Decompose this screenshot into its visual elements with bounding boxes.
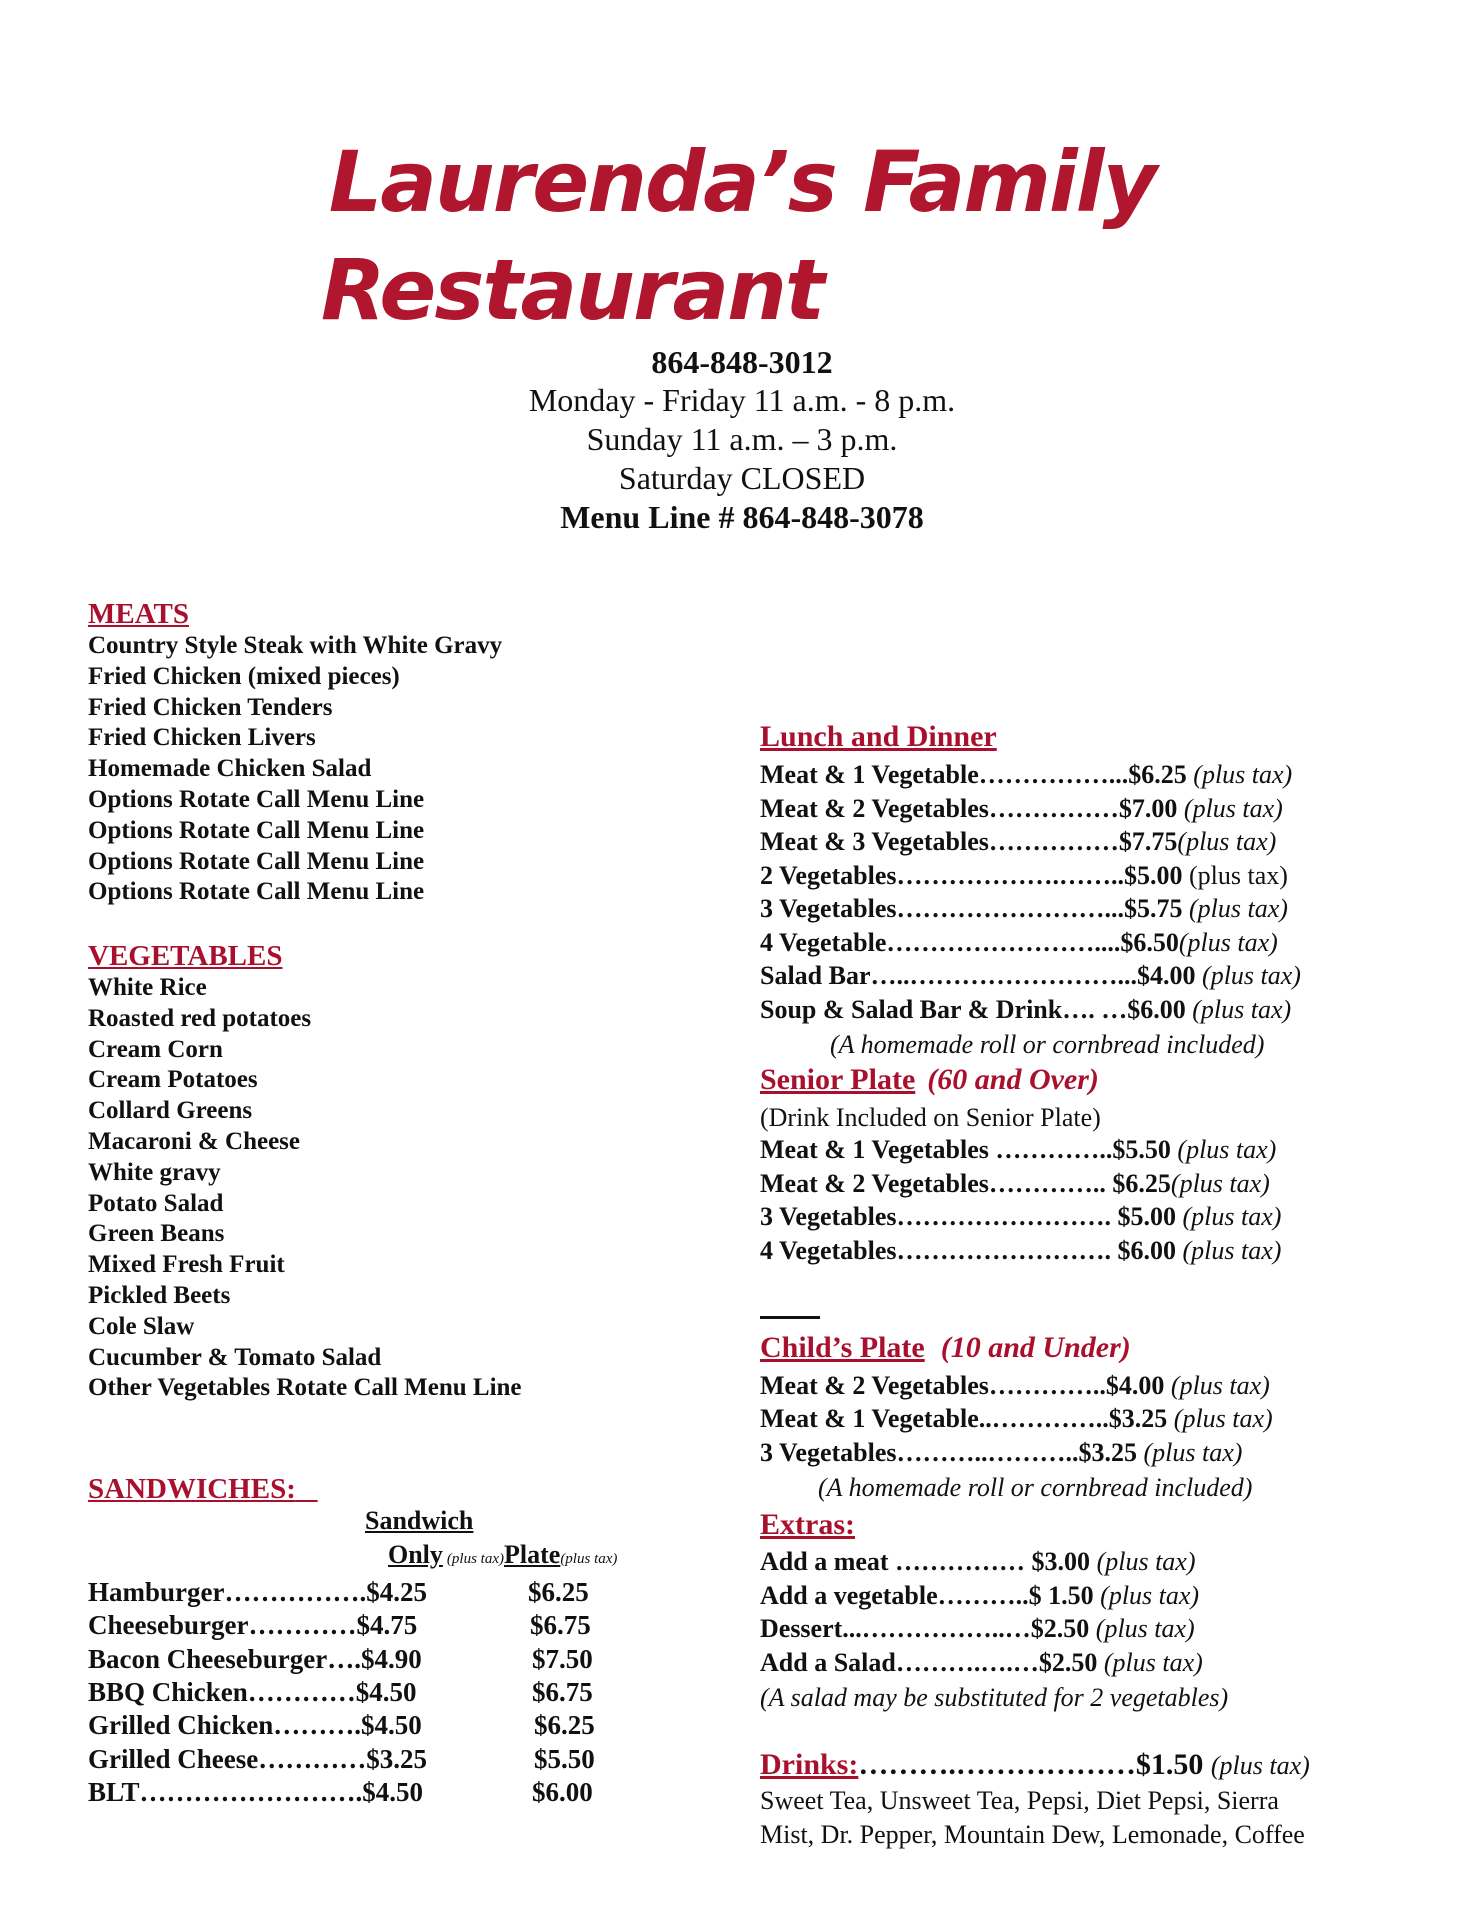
item-price: 4 Vegetables……………………. $6.00 [760,1236,1176,1265]
list-item [760,1549,1195,1575]
list-item: Mixed Fresh Fruit [88,1251,285,1279]
plate-column-header: Plate [504,1540,561,1569]
roll-cornbread-note: (A homemade roll or cornbread included) [830,1030,1265,1059]
sandwich-item: Bacon Cheeseburger….$4.90 [88,1644,422,1674]
plus-tax: (plus tax) [1096,1547,1196,1576]
sandwich-item: Hamburger…………….$4.25 [88,1577,427,1607]
plus-tax: (plus tax) [1100,1581,1200,1610]
table-row [88,1610,648,1643]
list-item: Pickled Beets [88,1281,231,1309]
list-item [760,1616,1195,1642]
item-price: Meat & 1 Vegetable..…………..$3.25 [760,1404,1168,1433]
item-price: Meat & 2 Vegetables…………..$4.00 [760,1371,1165,1400]
plus-tax: (plus tax) [1183,794,1283,823]
item-price: Salad Bar…..……………………...$4.00 [760,961,1196,990]
list-item: Fried Chicken (mixed pieces) [88,662,400,690]
plus-tax: (plus tax) [1178,928,1278,957]
plus-tax: (plus tax) [1192,995,1292,1024]
list-item: Collard Greens [88,1097,253,1125]
list-item [760,1137,1276,1163]
item-price: Dessert...……………..…$2.50 [760,1614,1090,1643]
plus-tax: (plus tax) [1170,1169,1270,1198]
restaurant-name-line2: Restaurant [320,241,824,339]
table-row [88,1677,648,1710]
list-item: White Rice [88,974,207,1001]
list-item: Country Style Steak with White Gravy [88,632,503,659]
price-column-headers [388,1540,617,1570]
list-item [760,1171,1270,1197]
sandwich-item: Grilled Cheese…………$3.25 [88,1744,427,1774]
plus-tax: (plus tax) [1173,1404,1273,1433]
list-item [760,863,1288,889]
item-price: Meat & 2 Vegetables……………$7.00 [760,794,1178,823]
extras-heading: Extras: [760,1508,855,1541]
drinks-price-line [760,1748,1310,1782]
plus-tax: (plus tax) [1189,894,1288,923]
list-item: Options Rotate Call Menu Line [88,878,425,906]
item-price: 4 Vegetable……………………....$6.50 [760,928,1179,957]
sandwich-item: Grilled Chicken……….$4.50 [88,1710,422,1740]
list-item: Green Beans [88,1220,225,1248]
list-item: Homemade Chicken Salad [88,755,372,783]
senior-drink-note: (Drink Included on Senior Plate) [760,1103,1101,1132]
item-price: Meat & 1 Vegetable……………...$6.25 [760,760,1187,789]
menu-line-number: Menu Line # 864-848-3078 [560,499,924,535]
sandwich-item: Cheeseburger…………$4.75 [88,1610,418,1640]
plate-price: $5.50 [534,1744,595,1774]
drinks-price: ……….………………$1.50 [858,1748,1204,1781]
sandwich-item: BBQ Chicken…………$4.50 [88,1677,417,1707]
plate-price: $6.75 [532,1677,593,1707]
hours-sunday: Sunday 11 a.m. – 3 p.m. [586,421,898,457]
plus-tax: (plus tax) [1170,1371,1270,1400]
drinks-list-line2: Mist, Dr. Pepper, Mountain Dew, Lemonade, Coffee [760,1820,1305,1849]
item-price: Soup & Salad Bar & Drink…. …$6.00 [760,995,1186,1024]
list-item: Potato Salad [88,1189,224,1217]
plus-tax: (plus tax) [1103,1648,1203,1677]
list-item [760,930,1278,956]
list-item [760,997,1291,1023]
plus-tax: (plus tax) [1177,827,1277,856]
drinks-list-line1: Sweet Tea, Unsweet Tea, Pepsi, Diet Pepsi, Sierra [760,1786,1279,1815]
plus-tax: (plus tax) [1189,861,1288,890]
restaurant-name-line1: Laurenda’s Family [328,133,1156,231]
child-plate-title: Child’s Plate [760,1331,925,1364]
item-price: 2 Vegetables……………….……..$5.00 [760,861,1183,890]
list-item [760,796,1283,822]
child-plate-heading [760,1331,1131,1365]
table-row [88,1644,648,1677]
plus-tax: (plus tax) [1182,1202,1282,1231]
phone-number: 864-848-3012 [651,344,833,380]
hours-weekday: Monday - Friday 11 a.m. - 8 p.m. [528,382,956,418]
roll-cornbread-note: (A homemade roll or cornbread included) [818,1473,1253,1502]
list-item: Cucumber & Tomato Salad [88,1343,382,1371]
plus-tax: (plus tax) [1193,760,1293,789]
salad-substitution-note: (A salad may be substituted for 2 vegetables) [760,1683,1229,1712]
list-item [760,1583,1199,1609]
plate-price: $6.75 [530,1610,591,1640]
plate-price: $6.25 [534,1710,595,1740]
list-item: Options Rotate Call Menu Line [88,847,425,875]
sandwich-item: BLT…………………….$4.50 [88,1777,424,1807]
plus-tax: (plus tax) [1177,1135,1277,1164]
item-price: 3 Vegetables……………………...$5.75 [760,894,1183,923]
divider [760,1316,820,1319]
list-item [760,1238,1281,1264]
list-item: Roasted red potatoes [88,1004,312,1032]
table-row [88,1744,648,1777]
item-price: 3 Vegetables……………………. $5.00 [760,1202,1176,1231]
item-price: Add a meat …………… $3.00 [760,1547,1091,1576]
list-item [760,762,1292,788]
list-item [760,1373,1270,1399]
table-row [88,1710,648,1743]
list-item [760,963,1301,989]
item-price: Meat & 3 Vegetables……………$7.75 [760,827,1178,856]
list-item [760,829,1276,855]
list-item: Fried Chicken Livers [88,724,316,752]
drinks-heading: Drinks: [760,1748,859,1781]
list-item: Cream Corn [88,1035,223,1063]
list-item: Other Vegetables Rotate Call Menu Line [88,1374,522,1402]
list-item: Macaroni & Cheese [88,1127,300,1155]
plate-price: $6.25 [528,1577,589,1607]
plus-tax: (plus tax) [1095,1614,1195,1643]
senior-plate-title: Senior Plate [760,1063,916,1096]
item-price: Add a vegetable………..$ 1.50 [760,1581,1094,1610]
plus-tax: (plus tax) [1210,1751,1310,1780]
item-price: Meat & 1 Vegetables …………..$5.50 [760,1135,1171,1164]
list-item [760,1650,1203,1676]
only-column-header: Only [388,1540,443,1569]
vegetables-list [88,973,522,1404]
senior-plate-heading [760,1063,1099,1097]
vegetables-heading: VEGETABLES [88,940,283,972]
plus-tax: (plus tax) [1182,1236,1282,1265]
plus-tax: (plus tax) [1202,961,1301,990]
list-item: White gravy [88,1158,221,1186]
meats-heading: MEATS [88,598,189,630]
list-item: Cream Potatoes [88,1066,258,1094]
list-item [760,1204,1281,1230]
sandwich-column-header: Sandwich [365,1506,474,1535]
list-item: Cole Slaw [88,1312,195,1340]
item-price: Add a Salad……….….…$2.50 [760,1648,1098,1677]
list-item [760,1440,1242,1466]
item-price: 3 Vegetables………..………..$3.25 [760,1438,1137,1467]
list-item: Options Rotate Call Menu Line [88,816,425,844]
sandwiches-heading-label: SANDWICHES: [88,1473,296,1505]
plus-tax: (plus tax) [1143,1438,1243,1467]
plate-price: $6.00 [532,1777,593,1807]
sandwiches-heading [88,1473,318,1506]
table-row [88,1777,648,1810]
senior-plate-qualifier: (60 and Over) [927,1063,1099,1096]
child-plate-qualifier: (10 and Under) [940,1331,1131,1364]
item-price: Meat & 2 Vegetables………….. $6.25 [760,1169,1171,1198]
only-plus-tax: (plus tax) [446,1551,504,1567]
list-item: Fried Chicken Tenders [88,693,333,721]
list-item [760,1406,1273,1432]
hours-saturday: Saturday CLOSED [618,460,866,496]
table-row [88,1577,648,1610]
list-item: Options Rotate Call Menu Line [88,785,425,813]
meats-list [88,631,502,908]
lunch-dinner-heading: Lunch and Dinner [760,720,997,753]
list-item [760,896,1288,922]
plate-plus-tax: (plus tax) [560,1551,618,1567]
plate-price: $7.50 [532,1644,593,1674]
